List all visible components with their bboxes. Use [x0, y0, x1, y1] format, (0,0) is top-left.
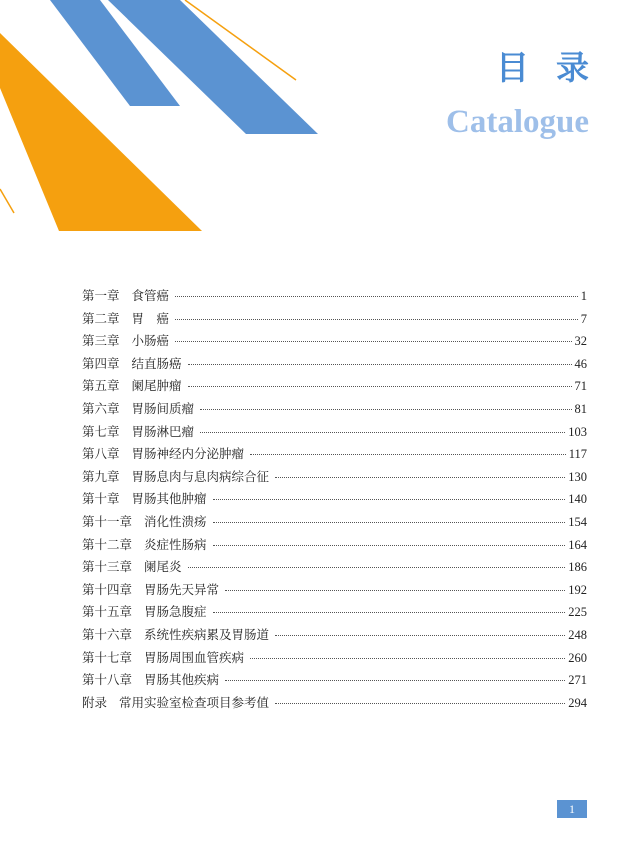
toc-chapter: 第十四章 [82, 581, 133, 597]
blue-stripe-left [50, 0, 180, 106]
toc-chapter: 第十二章 [82, 536, 133, 552]
toc-chapter: 第十六章 [82, 626, 133, 642]
toc-entry[interactable] [82, 647, 587, 670]
toc-entry[interactable] [82, 466, 587, 489]
toc-chapter: 第十章 [82, 491, 120, 507]
toc-entry[interactable] [82, 601, 587, 624]
toc-chapter: 第十五章 [82, 604, 133, 620]
toc-entry[interactable] [82, 669, 587, 692]
toc-chapter: 第七章 [82, 423, 120, 439]
toc-title: 常用实验室检查项目参考值 [119, 694, 270, 710]
toc-title: 阑尾炎 [144, 559, 182, 575]
toc-title: 胃肠其他疾病 [144, 672, 220, 688]
toc-entry[interactable] [82, 330, 587, 353]
toc-entry[interactable] [82, 285, 587, 308]
toc-dot-leader [200, 432, 565, 433]
toc-title: 胃肠神经内分泌肿瘤 [131, 446, 245, 462]
page-title: 目录 [496, 48, 616, 87]
toc-page-number: 1 [580, 289, 587, 303]
title-block [446, 46, 616, 142]
toc-entry[interactable] [82, 488, 587, 511]
toc-entry[interactable] [82, 511, 587, 534]
toc-entry[interactable] [82, 443, 587, 466]
toc-chapter: 第一章 [82, 288, 120, 303]
toc-dot-leader [175, 296, 578, 297]
page-number-badge: 1 [557, 800, 587, 818]
toc-chapter: 第十八章 [82, 672, 133, 688]
toc-title: 胃肠息肉与息肉病综合征 [131, 468, 270, 484]
toc-entry[interactable] [82, 692, 587, 715]
toc-dot-leader [188, 364, 572, 365]
toc-entry[interactable] [82, 398, 587, 421]
toc-page-number: 71 [574, 379, 587, 394]
toc-page-number: 260 [568, 650, 587, 665]
toc-dot-leader [188, 567, 566, 568]
toc-chapter: 第九章 [82, 468, 120, 484]
toc-title: 结直肠癌 [131, 355, 182, 371]
toc-chapter: 第六章 [82, 400, 120, 416]
toc-title: 胃肠其他肿瘤 [131, 491, 207, 507]
toc-chapter: 第四章 [82, 355, 120, 371]
toc-page-number: 140 [568, 492, 587, 507]
blue-stripe-right [108, 0, 318, 134]
toc-dot-leader [275, 635, 565, 636]
toc-dot-leader [225, 680, 565, 681]
toc-dot-leader [200, 409, 571, 410]
toc-dot-leader [275, 703, 565, 704]
toc-dot-leader [250, 454, 566, 455]
toc-chapter: 第十三章 [82, 559, 133, 575]
toc-page-number: 271 [568, 673, 587, 688]
toc-entry[interactable] [82, 579, 587, 602]
toc-dot-leader [213, 612, 566, 613]
toc-page-number: 32 [574, 334, 587, 349]
toc-chapter: 第十七章 [82, 649, 133, 665]
toc-page-number: 7 [580, 311, 587, 326]
orange-stripe [0, 33, 202, 231]
toc-title: 胃肠先天异常 [144, 581, 220, 597]
toc-page-number: 192 [568, 582, 587, 597]
toc-chapter: 第五章 [82, 378, 120, 394]
table-of-contents [82, 285, 587, 714]
toc-chapter: 第二章 [82, 310, 120, 326]
toc-entry[interactable] [82, 421, 587, 444]
toc-dot-leader [175, 319, 578, 320]
toc-chapter: 第十一章 [82, 513, 133, 529]
toc-dot-leader [188, 386, 572, 387]
page-subtitle: Catalogue [446, 104, 589, 140]
orange-accent-line-top [185, 0, 296, 80]
toc-page-number: 117 [568, 447, 587, 462]
toc-dot-leader [213, 499, 566, 500]
toc-page-number: 294 [568, 695, 587, 710]
toc-entry[interactable] [82, 375, 587, 398]
toc-entry[interactable] [82, 308, 587, 331]
toc-title: 系统性疾病累及胃肠道 [144, 626, 270, 642]
toc-dot-leader [175, 341, 571, 342]
toc-entry[interactable] [82, 353, 587, 376]
toc-entry[interactable] [82, 534, 587, 557]
toc-dot-leader [275, 477, 565, 478]
toc-chapter: 第三章 [82, 333, 120, 349]
toc-page-number: 103 [568, 424, 587, 439]
toc-page-number: 154 [568, 514, 587, 529]
toc-page-number: 130 [568, 469, 587, 484]
toc-title: 胃肠周围血管疾病 [144, 649, 245, 665]
toc-dot-leader [213, 545, 566, 546]
toc-page-number: 225 [568, 605, 587, 620]
toc-title: 小肠癌 [131, 333, 170, 349]
toc-entry[interactable] [82, 556, 587, 579]
toc-chapter: 附录 [82, 694, 108, 710]
orange-accent-line-left [0, 189, 14, 213]
toc-title: 胃 癌 [131, 310, 170, 326]
toc-page-number: 81 [574, 401, 587, 416]
toc-title: 食管癌 [131, 288, 170, 303]
toc-dot-leader [225, 590, 565, 591]
toc-page-number: 186 [568, 560, 587, 575]
toc-page-number: 46 [574, 356, 587, 371]
toc-title: 阑尾肿瘤 [131, 378, 182, 394]
toc-title: 胃肠淋巴瘤 [131, 423, 195, 439]
toc-dot-leader [250, 658, 565, 659]
toc-page-number: 248 [568, 627, 587, 642]
toc-title: 胃肠间质瘤 [131, 400, 195, 416]
toc-title: 胃肠急腹症 [144, 604, 207, 620]
toc-dot-leader [213, 522, 566, 523]
toc-title: 炎症性肠病 [144, 536, 207, 552]
toc-entry[interactable] [82, 624, 587, 647]
toc-page-number: 164 [568, 537, 587, 552]
toc-title: 消化性溃疡 [144, 513, 207, 529]
toc-chapter: 第八章 [82, 446, 120, 462]
